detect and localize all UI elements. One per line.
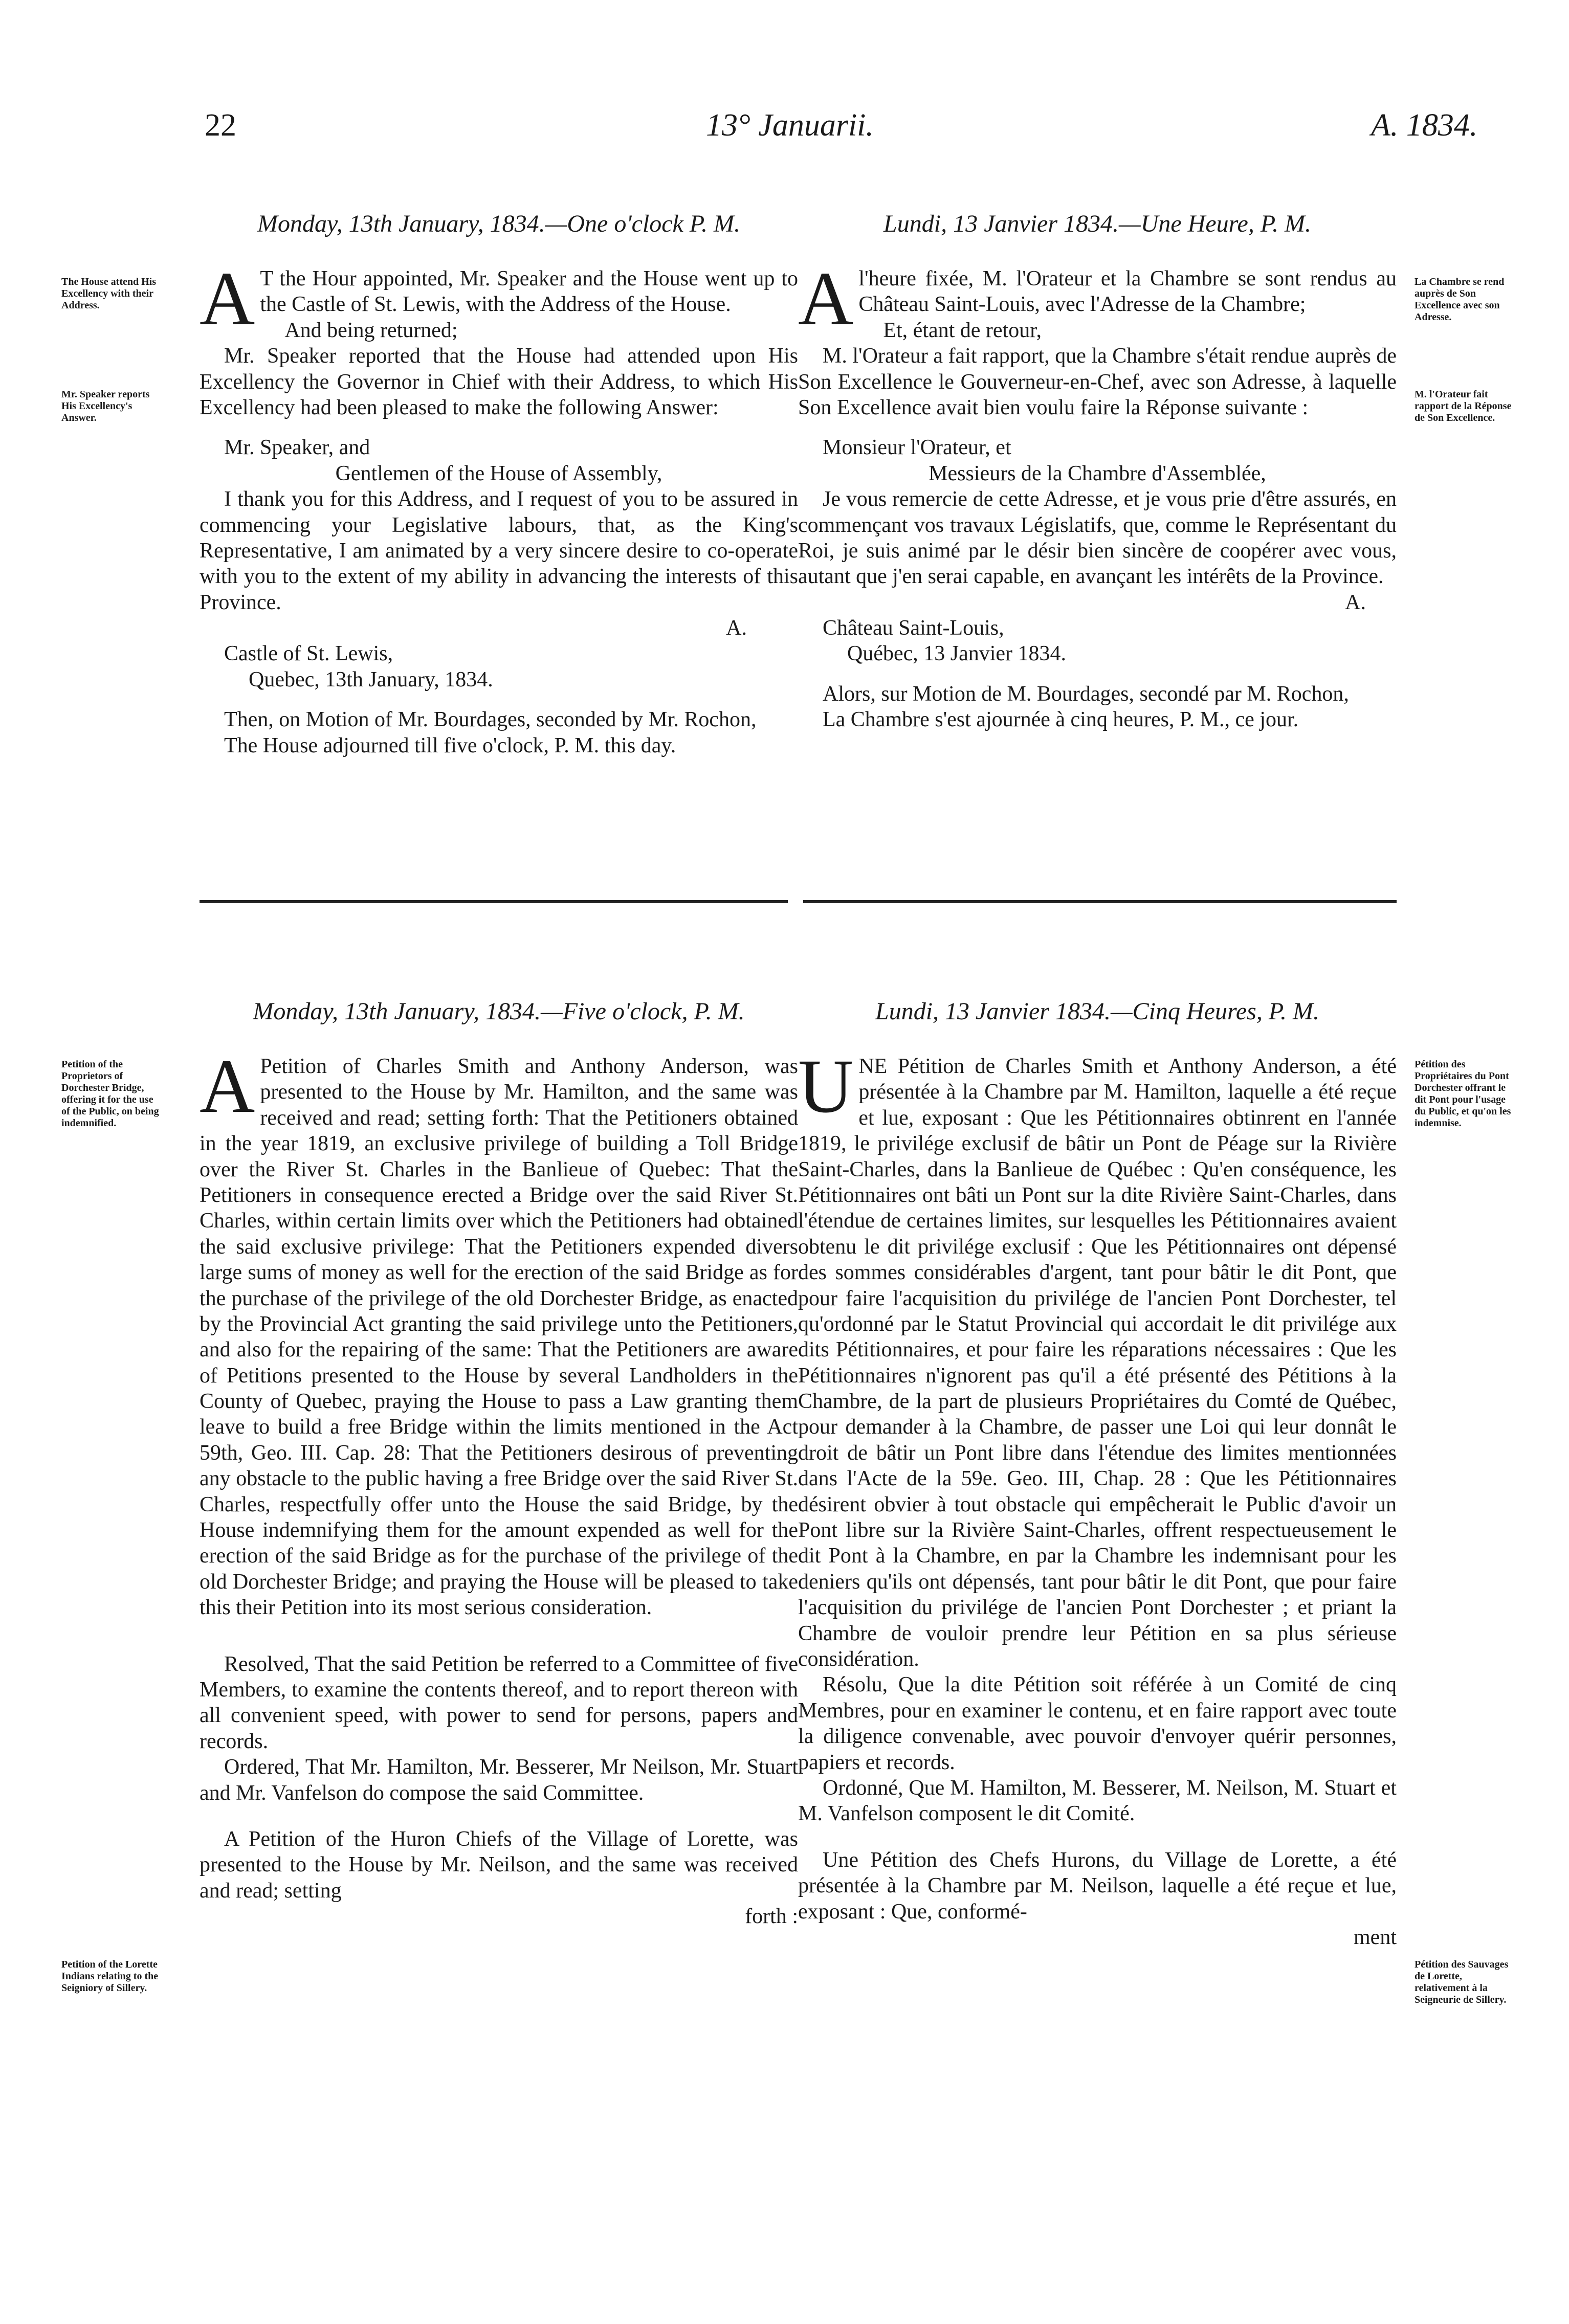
s2-en-catchword: forth : bbox=[745, 1905, 798, 1929]
s2-fr-note-1: Pétition des Propriétaires du Pont Dorchester offrant le dit Pont pour l'usage du Public, et qu'on les indemnise. bbox=[1415, 1059, 1511, 1129]
s2-fr-dropcap: U bbox=[798, 1044, 854, 1129]
s1-en-p3: Mr. Speaker reported that the House had attended upon His Excellency the Governor in Chief with their Address, to which His Excellency had been pleased to make the following Answer: bbox=[200, 344, 798, 419]
s2-en-p1: Petition of Charles Smith and Anthony Anderson, was presented to the House by Mr. Hamilton, and the same was received and read; setting forth: That the Petitioners obtained in the year 1819, an exclusive privilege of building a Toll Bridge over the River St. Charles in the Banlieue of Quebec: That the Petitioners in consequence erected a Bridge over the said River St. Charles, within certain limits over which the Petitioners had obtained the said exclusive privilege: That the Petitioners expended divers large sums of money as well for the erection of the said Bridge as for the purchase of the privilege of the old Dorchester Bridge, as enacted by the Provincial Act granting the said privilege unto the Petitioners, and also for the repairing of the same: That the Petitioners are aware of Petitions presented to the House by several Landholders in the County of Quebec, praying the House to pass a Law granting them leave to build a free Bridge within the limits mentioned in the Act 59th, Geo. III. Cap. 28: That the Petitioners desirous of preventing any obstacle to the public having a free Bridge over the said River St. Charles, respectfully offer unto the House the said Bridge, by the House indemnifying them for the amount expended as well for the erection of the said Bridge as for the purchase of the privilege of the old Dorchester Bridge; and praying the House will be pleased to take this their Petition into its most serious consideration. bbox=[200, 1055, 798, 1620]
s1-en-date: Quebec, 13th January, 1834. bbox=[249, 667, 493, 691]
s1-fr-signature: A. bbox=[1345, 590, 1366, 614]
s2-fr-p2: Résolu, Que la dite Pétition soit référée à un Comité de cinq Membres, pour en examiner le contenu, et en faire rapport avec toute la diligence convenable, avec pouvoir d'envoyer quérir personnes, papiers et records. bbox=[798, 1673, 1397, 1774]
s1-en-note-2: Mr. Speaker reports His Excellency's Answer. bbox=[61, 389, 150, 423]
s1-fr-p1: l'heure fixée, M. l'Orateur et la Chambre se sont rendus au Château Saint-Louis, avec l'Adresse de la Chambre; bbox=[858, 267, 1397, 317]
s1-en-p5: Then, on Motion of Mr. Bourdages, seconded by Mr. Rochon, bbox=[224, 708, 757, 732]
s1-en-dropcap: A bbox=[200, 256, 255, 341]
s1-fr-p2: Et, étant de retour, bbox=[883, 318, 1042, 342]
s2-fr-p1: NE Pétition de Charles Smith et Anthony Anderson, a été présentée à la Chambre par M. Hamilton, laquelle a été reçue et lue, exposant : Que les Pétitionnaires obtinrent en l'année 1819, le privilége exclusif de bâtir un Pont de Péage sur la Rivière Saint-Charles, dans la Banlieue de Québec : Qu'en conséquence, les Pétitionnaires ont bâti un Pont sur la dite Rivière Saint-Charles, dans l'étendue de certaines limites, sur lesquelles les Pétitionnaires avaient obtenu le dit privilége exclusif : Que les Pétitionnaires ont dépensé des sommes considérables d'argent, tant pour bâtir le dit Pont, que pour faire l'acquisition du privilége de l'ancien Pont Dorchester, tel qu'ordonné par le Statut Provincial qui accordait le dit privilége aux dits Pétitionnaires, et pour faire les réparations nécessaires : Que les Pétitionnaires n'ignorent pas qu'il a été présenté des Pétitions à la Chambre, de la part de plusieurs Propriétaires du Comté de Québec, pour demander à la Chambre, de passer une Loi qui leur donnât le droit de bâtir un Pont libre dans l'étendue des limites mentionnées dans l'Acte de la 59e. Geo. III, Chap. 28 : Que les Pétitionnaires désirent obvier à tout obstacle qui empêcherait le Public d'avoir un Pont libre sur la Rivière Saint-Charles, offrent respectueusement le dit Pont à la Chambre, en par la Chambre les indemnisant pour les deniers qu'ils ont dépensés, tant pour bâtir le dit Pont, que pour faire l'acquisition du privilége de l'ancien Pont Dorchester ; et priant la Chambre de vouloir prendre leur Pétition en sa plus sérieuse considération. bbox=[798, 1055, 1397, 1671]
s1-en-signature: A. bbox=[726, 616, 747, 640]
section-divider-right bbox=[803, 900, 1397, 903]
s1-fr-p3: M. l'Orateur a fait rapport, que la Chambre s'était rendue auprès de Son Excellence le Gouverneur-en-Chef, avec son Adresse, à laquelle Son Excellence avait bien voulu faire la Réponse suivante : bbox=[798, 344, 1397, 419]
section-divider-left bbox=[200, 900, 788, 903]
s1-en-salutation-2: Gentlemen of the House of Assembly, bbox=[335, 461, 662, 485]
page-date: 13° Januarii. bbox=[706, 108, 874, 143]
s1-fr-body bbox=[798, 256, 1397, 733]
page-year: A. 1834. bbox=[1371, 108, 1478, 143]
s1-fr-note-1: La Chambre se rend auprès de Son Excellence avec son Adresse. bbox=[1415, 276, 1505, 323]
s2-fr-note-2: Pétition des Sauvages de Lorette, relativement à la Seigneurie de Sillery. bbox=[1415, 1959, 1509, 2005]
s1-en-place: Castle of St. Lewis, bbox=[224, 642, 393, 666]
s1-en-p4: I thank you for this Address, and I request of you to be assured in commencing your Legislative labours, that, as the King's Representative, I am animated by a very sincere desire to co-operate with you to the extent of my ability in advancing the interests of this Province. bbox=[200, 487, 798, 614]
s1-en-subtitle: Monday, 13th January, 1834.—One o'clock P. M. bbox=[257, 210, 740, 237]
s2-en-dropcap: A bbox=[200, 1044, 255, 1129]
s2-en-p2: Resolved, That the said Petition be referred to a Committee of five Members, to examine the contents thereof, and to report thereon with all convenient speed, with power to send for persons, papers and records. bbox=[200, 1652, 798, 1753]
s1-fr-salutation-2: Messieurs de la Chambre d'Assemblée, bbox=[929, 461, 1266, 485]
s2-fr-catchword: ment bbox=[1354, 1925, 1397, 1949]
s1-en-body bbox=[200, 256, 798, 758]
s1-en-p1: T the Hour appointed, Mr. Speaker and the House went up to the Castle of St. Lewis, with the Address of the House. bbox=[260, 267, 798, 317]
s2-fr-body bbox=[798, 1044, 1397, 1950]
s2-en-note-1: Petition of the Proprietors of Dorchester Bridge, offering it for the use of the Public, on being indemnified. bbox=[61, 1059, 159, 1129]
s1-fr-place: Château Saint-Louis, bbox=[823, 616, 1004, 640]
s2-en-p3: Ordered, That Mr. Hamilton, Mr. Besserer, Mr Neilson, Mr. Stuart and Mr. Vanfelson do compose the said Committee. bbox=[200, 1755, 798, 1805]
s2-fr-p3: Ordonné, Que M. Hamilton, M. Besserer, M. Neilson, M. Stuart et M. Vanfelson composent le dit Comité. bbox=[798, 1776, 1397, 1826]
s1-en-p2: And being returned; bbox=[284, 318, 458, 342]
s1-fr-dropcap: A bbox=[798, 256, 854, 341]
s1-en-p6: The House adjourned till five o'clock, P. M. this day. bbox=[224, 733, 676, 757]
s1-en-salutation-1: Mr. Speaker, and bbox=[224, 436, 370, 460]
s2-en-subtitle: Monday, 13th January, 1834.—Five o'clock, P. M. bbox=[253, 998, 745, 1025]
s1-fr-date: Québec, 13 Janvier 1834. bbox=[847, 642, 1067, 666]
s2-en-p4: A Petition of the Huron Chiefs of the Village of Lorette, was presented to the House by Mr. Neilson, and the same was received and read; setting bbox=[200, 1827, 798, 1903]
s1-en-note-1: The House attend His Excellency with their Address. bbox=[61, 276, 157, 311]
page-number: 22 bbox=[205, 108, 236, 143]
s1-fr-p4: Je vous remercie de cette Adresse, et je vous prie d'être assurés, en commençant vos travaux Législatifs, que, comme le Représentant du Roi, je suis animé par le désir bien sincère de coopérer avec vous, autant que j'en serai capable, en avançant les intérêts de la Province. bbox=[798, 487, 1397, 589]
s1-fr-subtitle: Lundi, 13 Janvier 1834.—Une Heure, P. M. bbox=[883, 210, 1311, 237]
s2-en-note-2: Petition of the Lorette Indians relating to the Seigniory of Sillery. bbox=[61, 1959, 159, 1994]
s2-en-body bbox=[200, 1044, 798, 1930]
s2-fr-subtitle: Lundi, 13 Janvier 1834.—Cinq Heures, P. M. bbox=[875, 998, 1319, 1025]
s2-fr-p4: Une Pétition des Chefs Hurons, du Village de Lorette, a été présentée à la Chambre par M. Neilson, laquelle a été reçue et lue, exposant : Que, conformé- bbox=[798, 1848, 1397, 1924]
s1-fr-note-2: M. l'Orateur fait rapport de la Réponse de Son Excellence. bbox=[1415, 389, 1512, 423]
s1-fr-salutation-1: Monsieur l'Orateur, et bbox=[823, 436, 1011, 460]
s1-fr-p6: La Chambre s'est ajournée à cinq heures, P. M., ce jour. bbox=[823, 708, 1299, 732]
s1-fr-p5: Alors, sur Motion de M. Bourdages, secondé par M. Rochon, bbox=[823, 682, 1349, 706]
